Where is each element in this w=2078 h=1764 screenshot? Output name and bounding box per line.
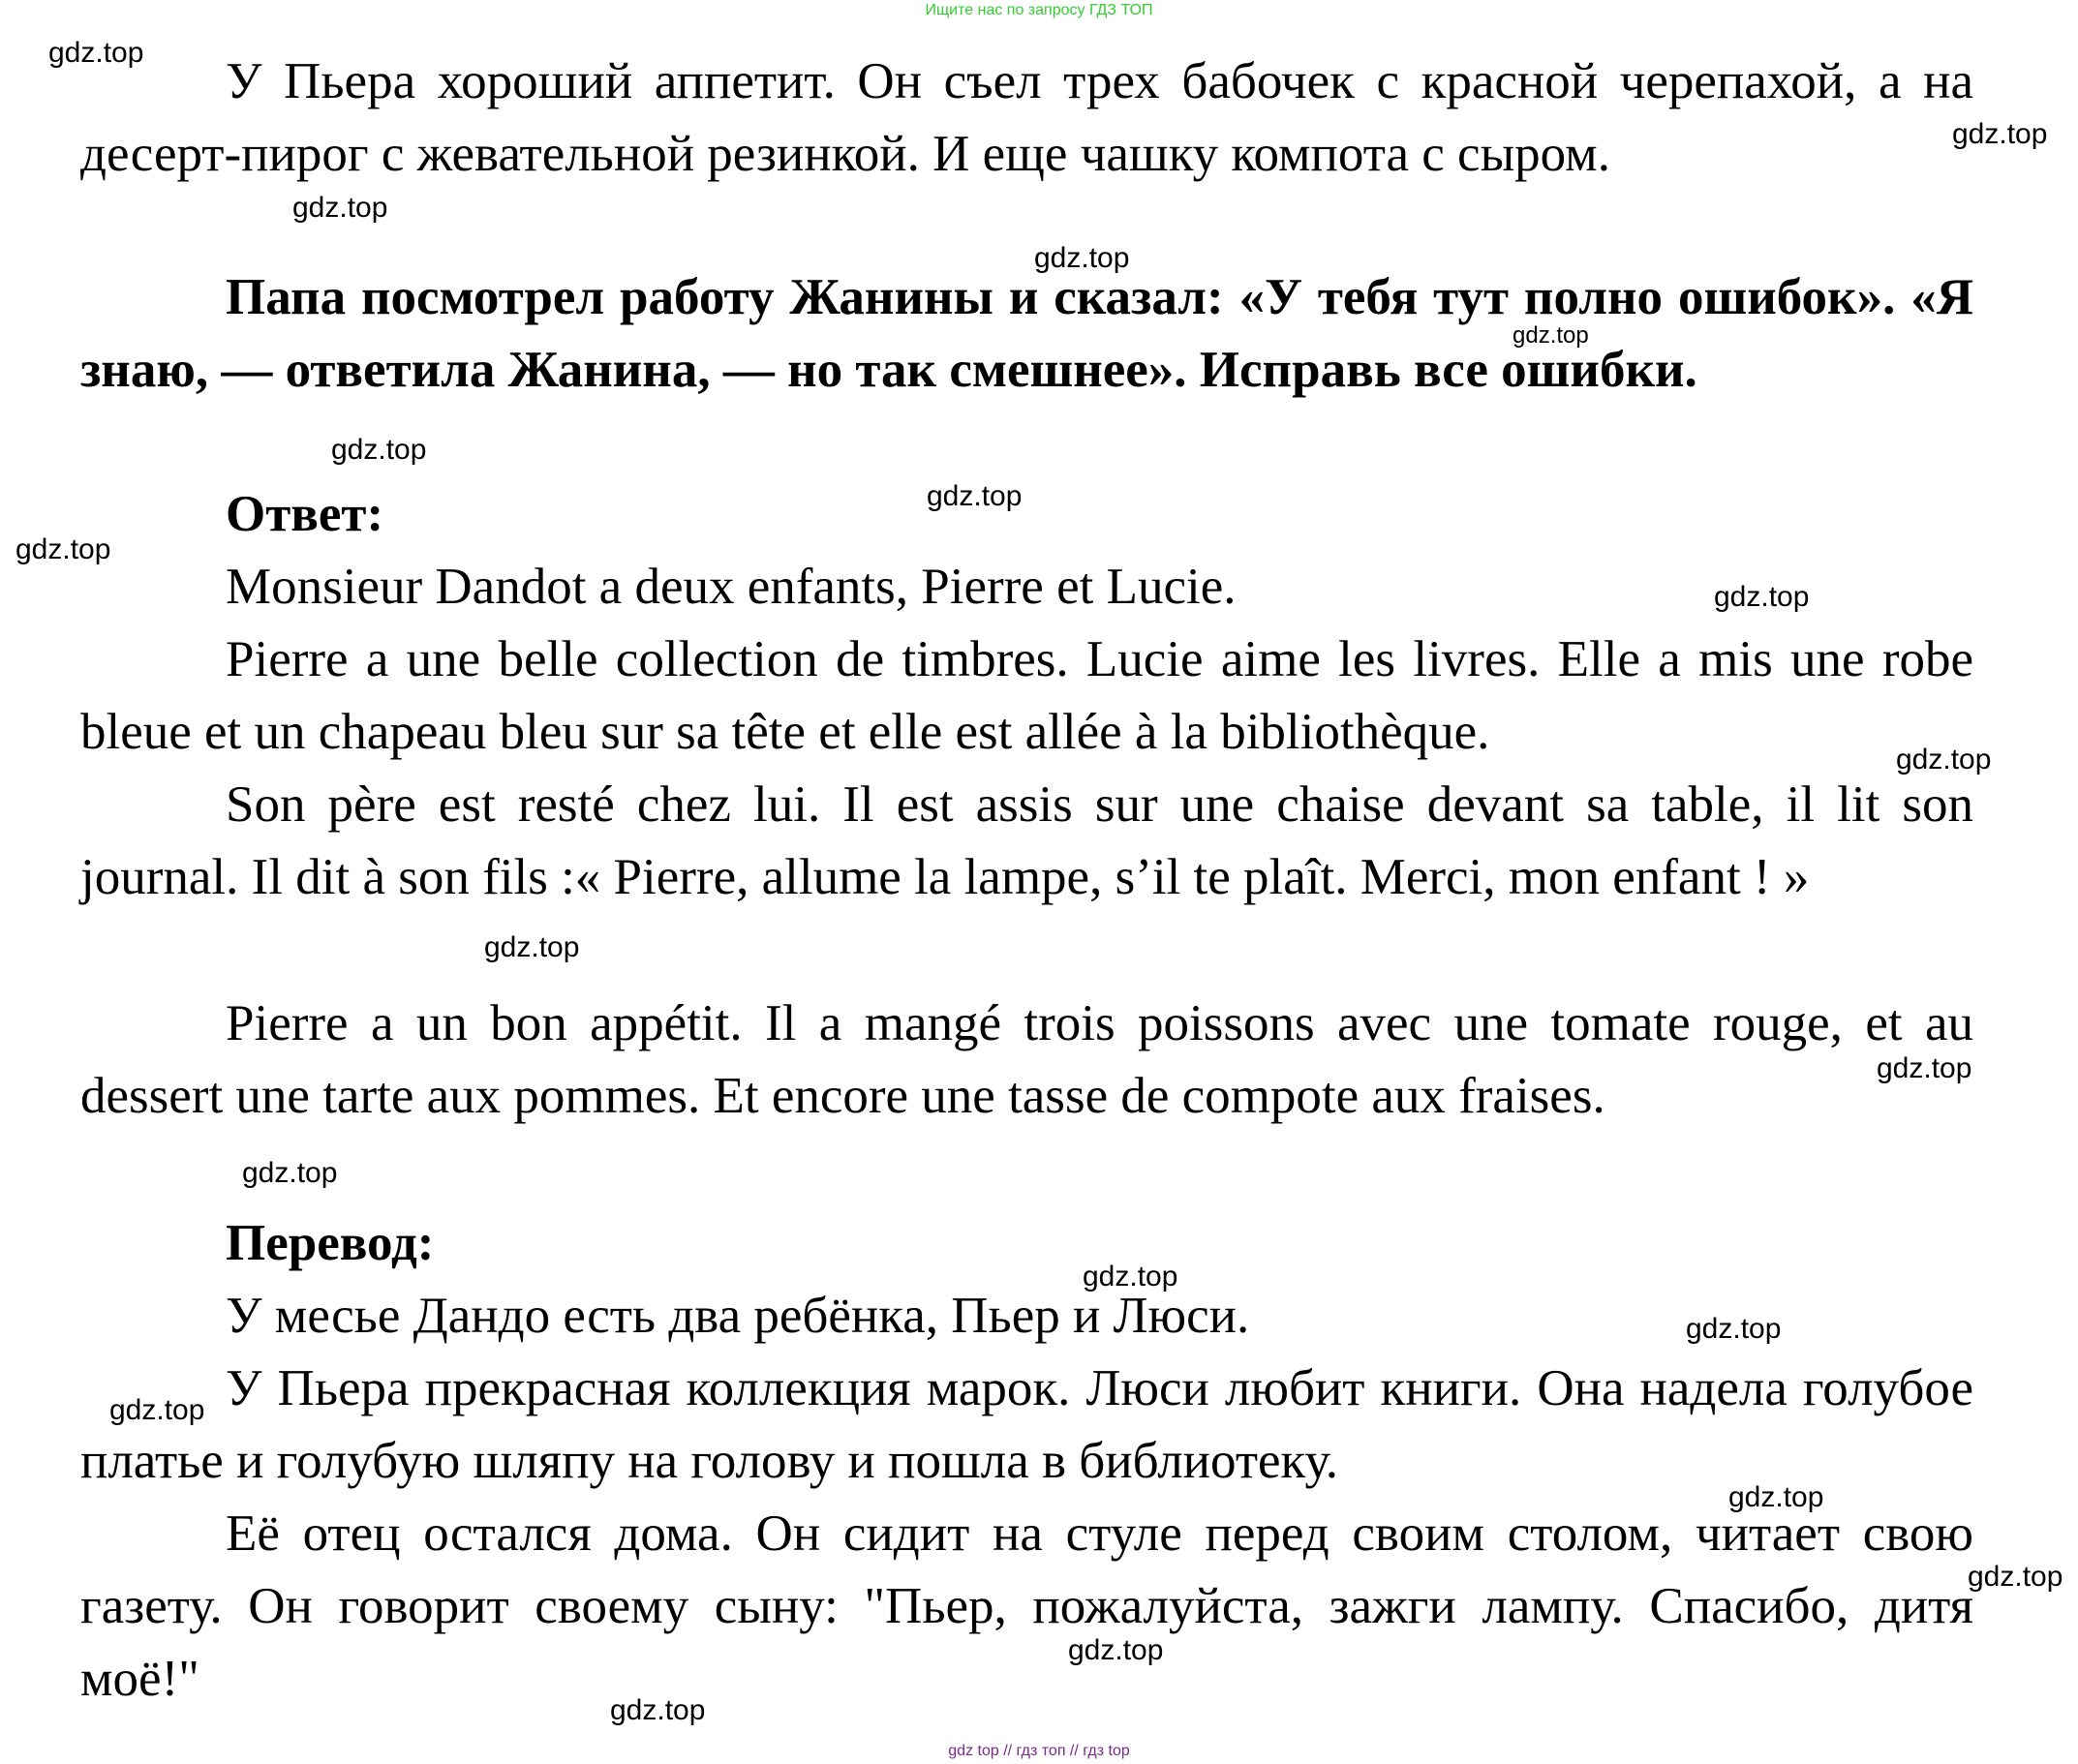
answer-paragraph-3-block xyxy=(80,769,1973,914)
answer-heading: Ответ: xyxy=(226,486,384,542)
watermark: gdz.top xyxy=(1896,744,1992,776)
top-banner: Ищите нас по запросу ГДЗ ТОП xyxy=(925,2,1153,18)
watermark: gdz.top xyxy=(1877,1052,1972,1084)
watermark: gdz.top xyxy=(15,533,111,565)
answer-paragraph: Pierre a une belle collection de timbres. Lucie aime les livres. Elle a mis une robe bleue et un chapeau bleu sur sa tête et elle est allée à la bibliothèque. xyxy=(80,631,1973,760)
watermark: gdz.top xyxy=(1513,322,1589,349)
translation-paragraph: У месье Дандо есть два ребёнка, Пьер и Люси. xyxy=(226,1288,1250,1344)
watermark: gdz.top xyxy=(1686,1313,1782,1345)
translation-heading: Перевод: xyxy=(226,1215,435,1271)
watermark: gdz.top xyxy=(331,434,427,466)
answer-paragraph-4-block xyxy=(80,988,1973,1133)
answer-paragraph: Son père est resté chez lui. Il est assis sur une chaise devant sa table, il lit son journal. Il dit à son fils :« Pierre, allume la lampe, s’il te plaît. Merci, mon enfant ! » xyxy=(80,776,1973,905)
watermark: gdz.top xyxy=(1034,242,1130,274)
translation-paragraph-3-block xyxy=(80,1498,1973,1716)
watermark: gdz.top xyxy=(48,37,144,69)
watermark: gdz.top xyxy=(1068,1634,1164,1666)
watermark: gdz.top xyxy=(1083,1261,1178,1293)
translation-heading-block xyxy=(80,1207,1973,1280)
task-text: Папа посмотрел работу Жанины и сказал: «У тебя тут полно ошибок». «Я знаю, — ответила Жанина, — но так смешнее». Исправь все ошибки. xyxy=(80,269,1973,398)
watermark: gdz.top xyxy=(1952,118,2048,150)
watermark: gdz.top xyxy=(927,480,1023,512)
answer-heading-block xyxy=(80,478,1973,551)
answer-paragraph: Pierre a un bon appétit. Il a mangé trois poissons avec une tomate rouge, et au dessert une tarte aux pommes. Et encore une tasse de compote aux fraises. xyxy=(80,995,1973,1124)
translation-paragraph: У Пьера прекрасная коллекция марок. Люси любит книги. Она надела голубое платье и голубую шляпу на голову и пошла в библиотеку. xyxy=(80,1360,1973,1489)
answer-paragraph-1-block xyxy=(80,551,1973,623)
task-block xyxy=(80,261,1973,407)
watermark: gdz.top xyxy=(484,931,580,963)
watermark: gdz.top xyxy=(109,1394,205,1426)
translation-paragraph: Её отец остался дома. Он сидит на стуле перед своим столом, читает свою газету. Он говорит своему сыну: "Пьер, пожалуйста, зажги лампу. Спасибо, дитя моё!" xyxy=(80,1505,1973,1707)
watermark: gdz.top xyxy=(242,1157,338,1189)
answer-paragraph: Monsieur Dandot a deux enfants, Pierre et Lucie. xyxy=(226,559,1237,615)
translation-paragraph-2-block xyxy=(80,1353,1973,1498)
paragraph-intro-block xyxy=(80,46,1973,191)
watermark: gdz.top xyxy=(610,1694,706,1726)
watermark: gdz.top xyxy=(1714,581,1810,613)
answer-paragraph-2-block xyxy=(80,623,1973,769)
watermark: gdz.top xyxy=(292,192,388,224)
watermark: gdz.top xyxy=(1728,1481,1824,1513)
bottom-banner: gdz top // гдз топ // гдз top xyxy=(948,1743,1130,1759)
watermark: gdz.top xyxy=(1968,1561,2063,1593)
paragraph-intro: У Пьера хороший аппетит. Он съел трех бабочек с красной черепахой, а на десерт-пирог с жевательной резинкой. И еще чашку компота с сыром. xyxy=(80,53,1973,182)
